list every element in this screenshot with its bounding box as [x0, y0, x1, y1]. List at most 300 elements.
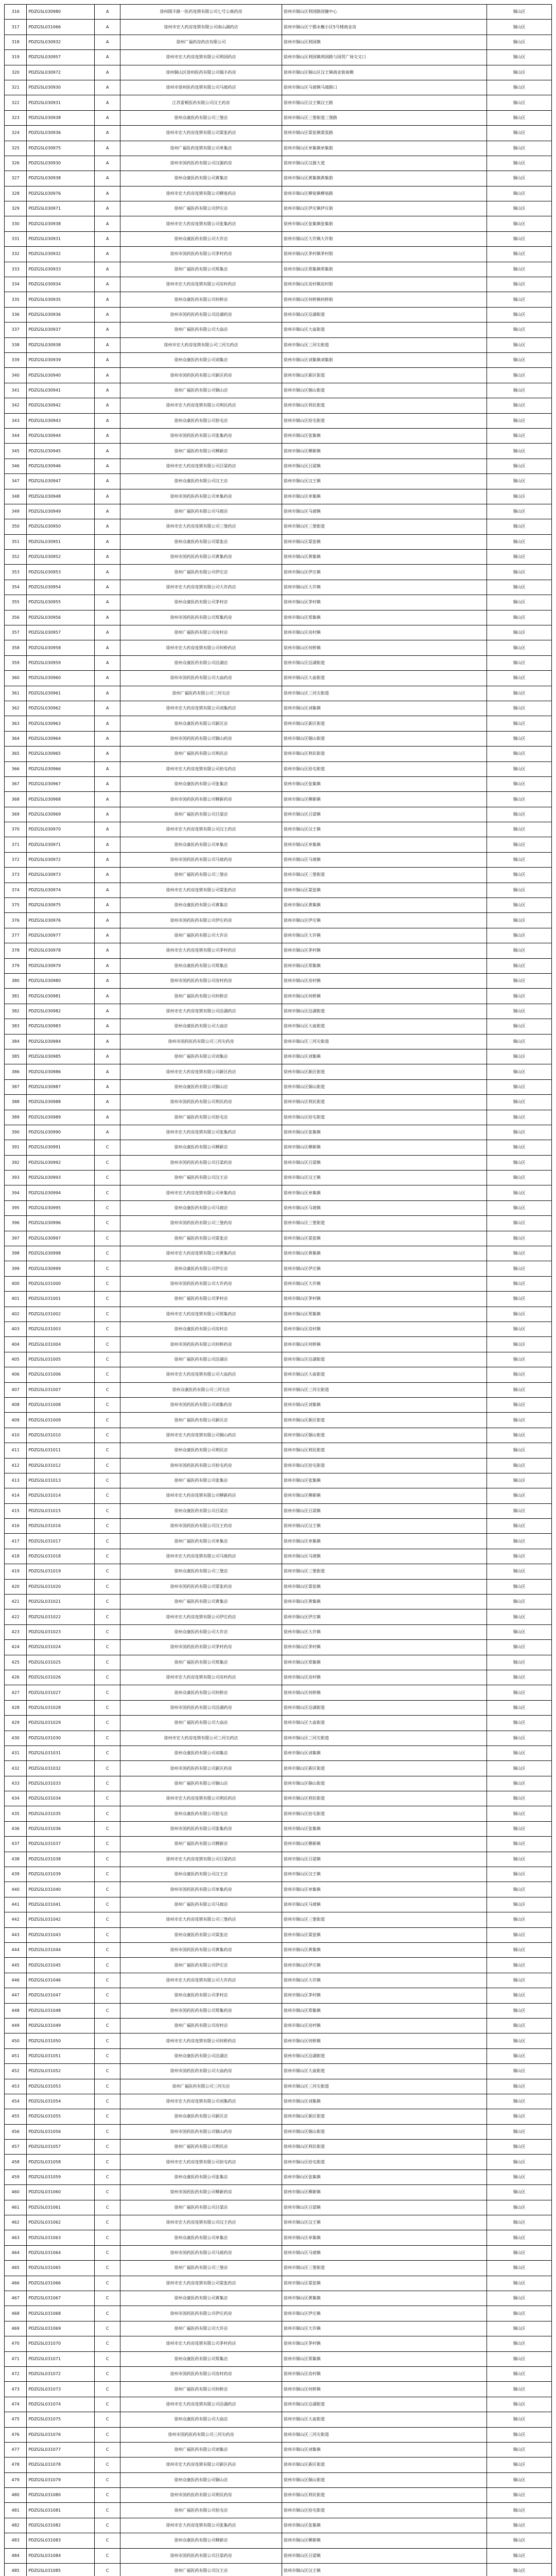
category: A [95, 747, 120, 761]
row-number: 408 [5, 1397, 27, 1412]
pharmacy-name: 徐州广福医药有限公司棠张店 [120, 1231, 282, 1246]
pharmacy-name: 徐州市国药医药有限公司伊庄药房 [120, 913, 282, 928]
category: C [95, 1503, 120, 1518]
category: A [95, 792, 120, 807]
category: A [95, 1110, 120, 1125]
district: 铜山区 [487, 231, 552, 246]
license-code: PDZGSL031003 [27, 1321, 95, 1336]
pharmacy-table [4, 4, 552, 2576]
pharmacy-address: 徐州市铜山区吕梁镇 [282, 807, 486, 822]
district: 铜山区 [487, 1670, 552, 1685]
pharmacy-address: 徐州市铜山区利民街道 [282, 1095, 486, 1110]
category: C [95, 2140, 120, 2155]
pharmacy-name: 徐州市宏大药房连锁有限公司南山湖药店 [120, 20, 282, 35]
row-number: 325 [5, 141, 27, 156]
table-row [5, 2170, 552, 2184]
pharmacy-address: 徐州市铜山区汉王镇 [282, 474, 486, 489]
license-code: PDZGSL031057 [27, 2140, 95, 2155]
license-code: PDZGSL031040 [27, 1882, 95, 1897]
pharmacy-name: 徐州广福医药有限公司房村店 [120, 2018, 282, 2033]
pharmacy-address: 徐州市铜山区伊庄镇 [282, 2306, 486, 2321]
license-code: PDZGSL031002 [27, 1307, 95, 1321]
district: 铜山区 [487, 1443, 552, 1458]
district: 铜山区 [487, 1019, 552, 1034]
license-code: PDZGSL030978 [27, 943, 95, 958]
pharmacy-address: 徐州市铜山区三河尖街道 [282, 2427, 486, 2442]
category: A [95, 398, 120, 413]
pharmacy-name: 徐州市国药医药有限公司何桥药房 [120, 1337, 282, 1352]
pharmacy-name: 徐州市国药医药有限公司三河尖药房 [120, 1034, 282, 1049]
table-row [5, 504, 552, 519]
category: C [95, 1443, 120, 1458]
pharmacy-name: 徐州市宏大药房连锁有限公司马坡药店 [120, 1549, 282, 1564]
pharmacy-name: 徐州众康医药有限公司新区店 [120, 2109, 282, 2124]
pharmacy-name: 徐州市国药医药有限公司铜山药房 [120, 2124, 282, 2139]
category: A [95, 822, 120, 837]
pharmacy-address: 徐州市铜山区吕梁镇 [282, 2548, 486, 2563]
table-row [5, 231, 552, 246]
license-code: PDZGSL030970 [27, 822, 95, 837]
row-number: 419 [5, 1564, 27, 1579]
pharmacy-address: 徐州市铜山区刘集镇 [282, 1049, 486, 1064]
district: 铜山区 [487, 277, 552, 292]
district: 铜山区 [487, 1185, 552, 1200]
license-code: PDZGSL030938 [27, 337, 95, 352]
pharmacy-name: 徐州市国药医药有限公司单集药房 [120, 1882, 282, 1897]
table-row [5, 1079, 552, 1094]
table-row [5, 519, 552, 534]
pharmacy-name: 徐州市国药医药有限公司拾屯药房 [120, 1458, 282, 1473]
category: C [95, 2518, 120, 2533]
row-number: 324 [5, 126, 27, 141]
license-code: PDZGSL030973 [27, 868, 95, 883]
category: A [95, 65, 120, 80]
license-code: PDZGSL031036 [27, 1821, 95, 1836]
row-number: 372 [5, 852, 27, 867]
pharmacy-address: 徐州市铜山区三堡街道 [282, 1912, 486, 1927]
district: 铜山区 [487, 2488, 552, 2503]
table-row [5, 1337, 552, 1352]
pharmacy-address: 徐州市铜山区柳新镇 [282, 1488, 486, 1503]
row-number: 364 [5, 731, 27, 746]
license-code: PDZGSL030930 [27, 156, 95, 171]
district: 铜山区 [487, 2261, 552, 2276]
category: C [95, 1745, 120, 1760]
license-code: PDZGSL031017 [27, 1534, 95, 1549]
category: C [95, 1261, 120, 1276]
license-code: PDZGSL031074 [27, 2397, 95, 2412]
row-number: 426 [5, 1670, 27, 1685]
district: 铜山区 [487, 413, 552, 428]
pharmacy-address: 徐州市铜山区铜山街道 [282, 2472, 486, 2487]
district: 铜山区 [487, 1867, 552, 1882]
category: C [95, 1185, 120, 1200]
district: 铜山区 [487, 868, 552, 883]
district: 铜山区 [487, 1171, 552, 1185]
district: 铜山区 [487, 201, 552, 216]
row-number: 338 [5, 337, 27, 352]
row-number: 416 [5, 1519, 27, 1534]
table-row [5, 2064, 552, 2079]
license-code: PDZGSL030996 [27, 1216, 95, 1231]
pharmacy-name: 徐州广福医药有限公司大许店 [120, 928, 282, 943]
license-code: PDZGSL031034 [27, 1791, 95, 1806]
category: C [95, 2472, 120, 2487]
pharmacy-name: 徐州众康医药有限公司伊庄店 [120, 1261, 282, 1276]
license-code: PDZGSL031025 [27, 1655, 95, 1670]
pharmacy-name: 徐州广福医药有限公司三堡店 [120, 868, 282, 883]
district: 铜山区 [487, 852, 552, 867]
category: C [95, 1595, 120, 1609]
pharmacy-address: 徐州市铜山区利民街道 [282, 398, 486, 413]
category: A [95, 216, 120, 231]
district: 铜山区 [487, 216, 552, 231]
table-row [5, 1458, 552, 1473]
license-code: PDZGSL031024 [27, 1640, 95, 1655]
category: A [95, 126, 120, 141]
district: 铜山区 [487, 1095, 552, 1110]
pharmacy-address: 徐州市铜山区刘集镇 [282, 1397, 486, 1412]
district: 铜山区 [487, 489, 552, 504]
category: A [95, 95, 120, 110]
row-number: 447 [5, 1988, 27, 2003]
district: 铜山区 [487, 1413, 552, 1428]
table-row [5, 1958, 552, 1973]
license-code: PDZGSL031028 [27, 1700, 95, 1715]
pharmacy-address: 徐州市铜山区宁郡水榭小区5号楼商业房 [282, 20, 486, 35]
pharmacy-name: 徐州市国药医药有限公司黄集药房 [120, 1943, 282, 1958]
table-row [5, 2336, 552, 2351]
pharmacy-name: 徐州市国药医药有限公司铜山药房 [120, 731, 282, 746]
pharmacy-name: 徐州市国药医药有限公司利民药房 [120, 2488, 282, 2503]
row-number: 382 [5, 1004, 27, 1019]
pharmacy-name: 徐州众康医药有限公司茅村店 [120, 1988, 282, 2003]
license-code: PDZGSL031058 [27, 2155, 95, 2170]
district: 铜山区 [487, 459, 552, 473]
pharmacy-address: 徐州市铜山区茅村镇 [282, 2336, 486, 2351]
row-number: 470 [5, 2336, 27, 2351]
category: A [95, 1095, 120, 1110]
pharmacy-address: 徐州市铜山区黄集镇 [282, 1943, 486, 1958]
category: A [95, 595, 120, 610]
pharmacy-name: 徐州市宏大药房连锁有限公司大许药店 [120, 1973, 282, 1988]
district: 铜山区 [487, 2336, 552, 2351]
row-number: 436 [5, 1821, 27, 1836]
table-row [5, 1549, 552, 1564]
category: C [95, 1806, 120, 1821]
district: 铜山区 [487, 95, 552, 110]
table-row [5, 1200, 552, 1215]
district: 铜山区 [487, 2003, 552, 2018]
pharmacy-address: 徐州市铜山区沿湖街道 [282, 1700, 486, 1715]
license-code: PDZGSL030984 [27, 1034, 95, 1049]
pharmacy-address: 徐州市铜山区拾屯街道 [282, 413, 486, 428]
district: 铜山区 [487, 989, 552, 1004]
pharmacy-name: 徐州众康医药有限公司大许店 [120, 231, 282, 246]
district: 铜山区 [487, 1079, 552, 1094]
table-row [5, 1791, 552, 1806]
table-row [5, 2245, 552, 2260]
row-number: 357 [5, 625, 27, 640]
pharmacy-address: 徐州市铜山区黄集镇 [282, 1595, 486, 1609]
pharmacy-name: 徐州市宏大药房连锁有限公司拾屯药店 [120, 761, 282, 776]
license-code: PDZGSL030974 [27, 883, 95, 897]
table-row [5, 307, 552, 322]
license-code: PDZGSL030936 [27, 307, 95, 322]
license-code: PDZGSL030997 [27, 1231, 95, 1246]
row-number: 411 [5, 1443, 27, 1458]
district: 铜山区 [487, 519, 552, 534]
district: 铜山区 [487, 731, 552, 746]
pharmacy-address: 徐州市铜山区三河尖街道 [282, 1731, 486, 1745]
row-number: 395 [5, 1200, 27, 1215]
pharmacy-address: 徐州市铜山区刘集镇 [282, 1745, 486, 1760]
pharmacy-address: 徐州市铜山区铜山街道 [282, 731, 486, 746]
license-code: PDZGSL030932 [27, 35, 95, 49]
category: C [95, 2109, 120, 2124]
pharmacy-table-body [5, 5, 552, 2576]
pharmacy-name: 徐州广福医药有限公司黄集店 [120, 1595, 282, 1609]
table-row [5, 1640, 552, 1655]
row-number: 340 [5, 368, 27, 383]
row-number: 318 [5, 35, 27, 49]
pharmacy-address: 徐州市铜山区伊庄镇 [282, 913, 486, 928]
row-number: 467 [5, 2291, 27, 2306]
pharmacy-name: 徐州市宏大药房连锁有限公司张集药店 [120, 2518, 282, 2533]
district: 铜山区 [487, 2245, 552, 2260]
category: C [95, 1837, 120, 1852]
row-number: 320 [5, 65, 27, 80]
license-code: PDZGSL030980 [27, 5, 95, 20]
license-code: PDZGSL030977 [27, 928, 95, 943]
license-code: PDZGSL031016 [27, 1519, 95, 1534]
district: 铜山区 [487, 2079, 552, 2094]
license-code: PDZGSL031027 [27, 1685, 95, 1700]
table-row [5, 20, 552, 35]
license-code: PDZGSL031045 [27, 1958, 95, 1973]
row-number: 332 [5, 247, 27, 262]
row-number: 361 [5, 686, 27, 701]
pharmacy-address: 徐州市铜山区茅村镇 [282, 943, 486, 958]
row-number: 465 [5, 2261, 27, 2276]
table-row [5, 2276, 552, 2291]
license-code: PDZGSL031012 [27, 1458, 95, 1473]
row-number: 362 [5, 701, 27, 716]
row-number: 485 [5, 2564, 27, 2576]
district: 铜山区 [487, 1004, 552, 1019]
pharmacy-name: 徐州市国药医药有限公司房村药房 [120, 2366, 282, 2381]
pharmacy-name: 徐州广福医药有限公司新区店 [120, 1413, 282, 1428]
pharmacy-name: 徐州市宏大药房连锁有限公司茅村药店 [120, 2336, 282, 2351]
pharmacy-address: 徐州市铜山区黄集镇 [282, 550, 486, 565]
district: 铜山区 [487, 65, 552, 80]
license-code: PDZGSL030957 [27, 50, 95, 65]
category: A [95, 444, 120, 459]
table-row [5, 1367, 552, 1382]
pharmacy-name: 徐州众康医药有限公司单集店 [120, 837, 282, 852]
pharmacy-name: 徐州市国药医药有限公司房村药房 [120, 974, 282, 989]
row-number: 349 [5, 504, 27, 519]
table-row [5, 1049, 552, 1064]
pharmacy-address: 徐州市铜山区棠张镇 [282, 1927, 486, 1942]
pharmacy-name: 徐州广福医药有限公司单集店 [120, 1534, 282, 1549]
pharmacy-name: 徐州广福医药有限公司马坡店 [120, 504, 282, 519]
category: C [95, 2094, 120, 2109]
pharmacy-name: 徐州广福医药有限公司汉王店 [120, 1171, 282, 1185]
district: 铜山区 [487, 640, 552, 655]
pharmacy-list-sheet [4, 4, 552, 2576]
pharmacy-name: 徐州市国药医药有限公司汉源药房 [120, 156, 282, 171]
pharmacy-name: 徐州市宏大药房连锁有限公司房村药店 [120, 277, 282, 292]
pharmacy-address: 徐州市铜山区张集镇 [282, 776, 486, 791]
row-number: 387 [5, 1079, 27, 1094]
license-code: PDZGSL031039 [27, 1867, 95, 1882]
table-row [5, 1806, 552, 1821]
row-number: 457 [5, 2140, 27, 2155]
license-code: PDZGSL031079 [27, 2472, 95, 2487]
pharmacy-address: 徐州市铜山区三河尖街道 [282, 686, 486, 701]
pharmacy-name: 徐州市宏大药房连锁有限公司沿湖药店 [120, 1004, 282, 1019]
table-row [5, 1276, 552, 1291]
district: 铜山区 [487, 1307, 552, 1321]
district: 铜山区 [487, 2306, 552, 2321]
table-row [5, 1473, 552, 1488]
category: A [95, 337, 120, 352]
category: A [95, 80, 120, 95]
pharmacy-address: 徐州市铜山区柳泉镇柳泉路 [282, 186, 486, 201]
pharmacy-address: 徐州市铜山区单集镇 [282, 1185, 486, 1200]
table-row [5, 5, 552, 20]
row-number: 458 [5, 2155, 27, 2170]
row-number: 358 [5, 640, 27, 655]
pharmacy-name: 徐州市宏大药房连锁有限公司张集药店 [120, 216, 282, 231]
license-code: PDZGSL031066 [27, 20, 95, 35]
pharmacy-address: 徐州市铜山区刘集镇 [282, 2442, 486, 2457]
row-number: 397 [5, 1231, 27, 1246]
license-code: PDZGSL030981 [27, 989, 95, 1004]
district: 铜山区 [487, 2109, 552, 2124]
table-row [5, 1034, 552, 1049]
pharmacy-name: 徐州市宏大药房连锁有限公司三堡药店 [120, 1912, 282, 1927]
pharmacy-address: 徐州市铜山区刘集镇刘集街 [282, 352, 486, 367]
pharmacy-name: 徐州市国药医药有限公司茅村药房 [120, 1640, 282, 1655]
table-row [5, 852, 552, 867]
pharmacy-address: 徐州市铜山区张集镇 [282, 2518, 486, 2533]
district: 铜山区 [487, 383, 552, 398]
row-number: 440 [5, 1882, 27, 1897]
license-code: PDZGSL031075 [27, 2412, 95, 2427]
district: 铜山区 [487, 1049, 552, 1064]
category: C [95, 2155, 120, 2170]
pharmacy-address: 徐州市铜山区利民街道 [282, 2140, 486, 2155]
row-number: 478 [5, 2458, 27, 2472]
license-code: PDZGSL030954 [27, 580, 95, 595]
pharmacy-name: 徐州市国药医药有限公司三堡药房 [120, 1216, 282, 1231]
row-number: 414 [5, 1488, 27, 1503]
district: 铜山区 [487, 1579, 552, 1594]
category: C [95, 1882, 120, 1897]
license-code: PDZGSL031085 [27, 2564, 95, 2576]
category: A [95, 504, 120, 519]
district: 铜山区 [487, 928, 552, 943]
license-code: PDZGSL030993 [27, 1171, 95, 1185]
district: 铜山区 [487, 1534, 552, 1549]
pharmacy-name: 徐州众康医药有限公司张集店 [120, 776, 282, 791]
pharmacy-address: 徐州市铜山区拾屯街道 [282, 2155, 486, 2170]
table-row [5, 958, 552, 973]
table-row [5, 2442, 552, 2457]
license-code: PDZGSL031000 [27, 1276, 95, 1291]
district: 铜山区 [487, 398, 552, 413]
table-row [5, 247, 552, 262]
category: C [95, 1821, 120, 1836]
category: C [95, 2124, 120, 2139]
pharmacy-name: 徐州众康医药有限公司何桥店 [120, 1685, 282, 1700]
row-number: 389 [5, 1110, 27, 1125]
pharmacy-name: 徐州市国药医药有限公司沿湖药房 [120, 307, 282, 322]
category: A [95, 913, 120, 928]
district: 铜山区 [487, 655, 552, 670]
license-code: PDZGSL031064 [27, 2245, 95, 2260]
category: A [95, 671, 120, 686]
pharmacy-address: 徐州市铜山区茅村镇 [282, 1292, 486, 1307]
pharmacy-address: 徐州市铜山区棠张镇 [282, 1579, 486, 1594]
license-code: PDZGSL030930 [27, 80, 95, 95]
pharmacy-address: 徐州市铜山区柳新镇 [282, 1140, 486, 1155]
license-code: PDZGSL030998 [27, 1246, 95, 1261]
license-code: PDZGSL030937 [27, 323, 95, 337]
table-row [5, 489, 552, 504]
pharmacy-name: 徐州众康医药有限公司郑集店 [120, 958, 282, 973]
table-row [5, 2518, 552, 2533]
district: 铜山区 [487, 1745, 552, 1760]
table-row [5, 2412, 552, 2427]
category: C [95, 1852, 120, 1867]
table-row [5, 701, 552, 716]
row-number: 429 [5, 1716, 27, 1731]
row-number: 468 [5, 2306, 27, 2321]
pharmacy-address: 徐州市铜山区郑集镇 [282, 2351, 486, 2366]
category: A [95, 262, 120, 277]
row-number: 472 [5, 2366, 27, 2381]
district: 铜山区 [487, 2064, 552, 2079]
pharmacy-address: 徐州市铜山区柳新镇 [282, 444, 486, 459]
table-row [5, 1231, 552, 1246]
pharmacy-address: 徐州市铜山区房村镇 [282, 2018, 486, 2033]
row-number: 455 [5, 2109, 27, 2124]
license-code: PDZGSL030958 [27, 640, 95, 655]
district: 铜山区 [487, 110, 552, 125]
table-row [5, 1700, 552, 1715]
row-number: 331 [5, 231, 27, 246]
category: A [95, 989, 120, 1004]
row-number: 403 [5, 1321, 27, 1336]
pharmacy-address: 徐州市铜山区三堡街道 [282, 868, 486, 883]
category: C [95, 1171, 120, 1185]
pharmacy-address: 徐州市铜山区铜山街道 [282, 2124, 486, 2139]
row-number: 446 [5, 1973, 27, 1988]
row-number: 368 [5, 792, 27, 807]
pharmacy-address: 徐州市铜山区何桥镇 [282, 2382, 486, 2397]
pharmacy-address: 徐州市铜山区伊庄镇 [282, 1609, 486, 1624]
table-row [5, 565, 552, 580]
row-number: 348 [5, 489, 27, 504]
category: A [95, 565, 120, 580]
district: 铜山区 [487, 323, 552, 337]
license-code: PDZGSL031067 [27, 2291, 95, 2306]
category: C [95, 2230, 120, 2245]
row-number: 367 [5, 776, 27, 791]
